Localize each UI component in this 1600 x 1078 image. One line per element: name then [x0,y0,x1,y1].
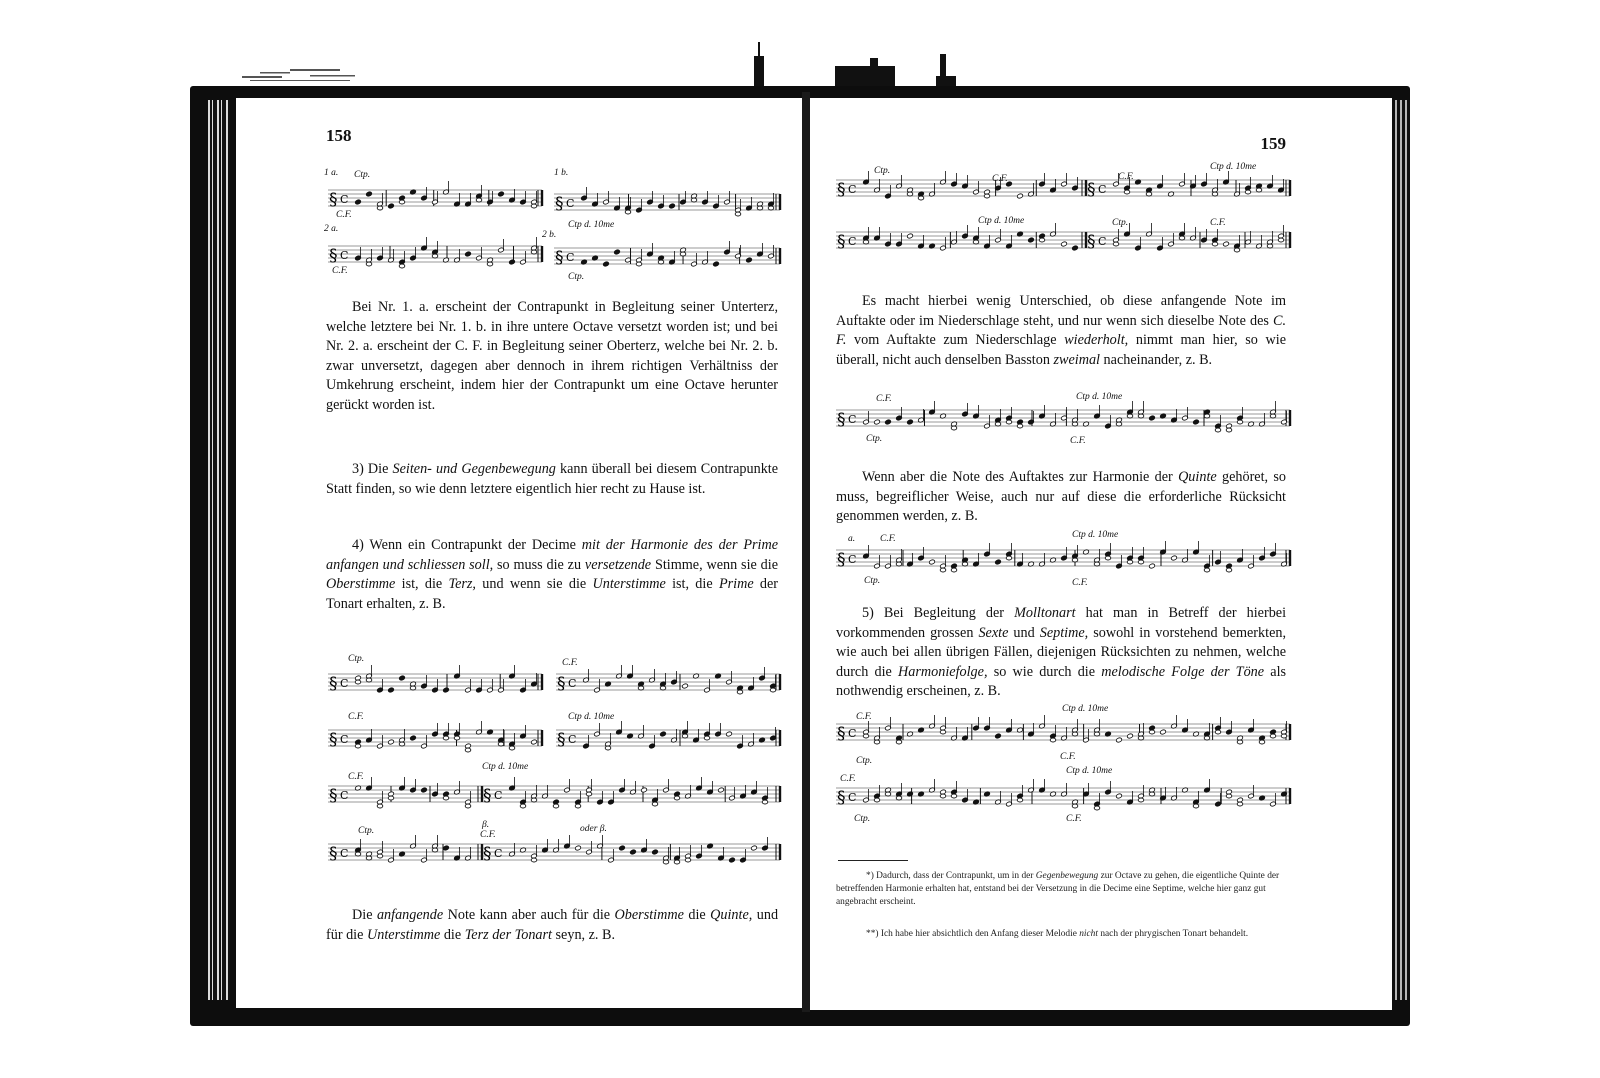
label-ctp: Ctp. [856,756,873,766]
note [652,802,658,806]
note [685,858,691,862]
note [1072,804,1078,808]
note [575,845,582,851]
note [1072,558,1078,562]
paragraph: Bei Nr. 1. a. erscheint der Contrapunkt in Begleitung seiner Unterterz, welche letztere bei Nr. 1. b. in ihre untere Octave versetzt worden ist; und bei Nr. 2. a. erscheint der C. F. in Begleitung seiner Oberterz, welche bei Nr. 2. b. zwar unversetzt, dagegen aber dennoch in ihrem richtigen Verhältniss der Umkehrung erscheint, indem hier der Contrapunkt um eine Octave herunter gerückt worden ist. [326,299,778,413]
note [885,419,892,425]
music-example-1 [810,98,1392,288]
note [751,845,758,851]
label-ctp: Ctp. [348,654,365,664]
note [531,858,537,862]
treble-clef: § [837,410,846,430]
label-ctp: Ctp. [864,576,881,586]
note [1179,236,1185,240]
note [1017,193,1024,199]
footnote-rule [838,860,908,861]
note [863,240,869,244]
note [1072,422,1078,426]
note [682,683,689,689]
note [531,204,537,208]
right-page [810,98,1392,1010]
label-cf: C.F. [332,266,348,276]
note [619,845,626,851]
note [355,744,361,748]
note [874,798,880,802]
label-ctp: Ctp. [568,272,585,282]
time-signature: C [848,183,857,196]
note [746,257,753,263]
label-ctp-10: Ctp d. 10me [568,712,615,722]
note [553,804,559,808]
note [1226,428,1232,432]
note [377,854,383,858]
note [907,419,914,425]
time-signature: C [1098,235,1107,248]
label-cf: C.F. [348,712,364,722]
treble-clef: § [555,248,564,268]
note [951,794,957,798]
treble-clef: § [329,730,338,750]
time-signature: C [494,789,503,802]
label-cf: C.F. [876,394,892,404]
note [388,739,395,745]
note [1039,238,1045,242]
note [1094,732,1100,736]
label-cf: C.F. [1066,814,1082,824]
note [951,426,957,430]
time-signature: C [340,847,349,860]
note [1237,802,1243,806]
treble-clef: § [837,724,846,744]
note [1256,188,1262,192]
label-ctp: Ctp. [354,170,371,180]
note [1212,192,1218,196]
note [498,191,505,197]
label-cf: C.F. [336,210,352,220]
note [1138,414,1144,418]
note [735,212,741,216]
note [718,787,725,793]
note [443,796,449,800]
note [874,740,880,744]
time-signature: C [566,197,575,210]
label-ctp-10: Ctp d. 10me [1066,766,1113,776]
note [674,860,680,864]
page-number: 158 [326,126,352,145]
note [757,206,763,210]
note [1006,420,1012,424]
note [377,206,383,210]
note [1223,241,1230,247]
note [366,678,372,682]
note [660,686,666,690]
left-page [236,98,802,1008]
time-signature: C [566,251,575,264]
paragraph: 4) Wenn ein Contrapunkt der Decime mit der Harmonie des der Prime anfangen und schliessen soll, so muss die zu versetzende Stimme, wenn sie die Oberstimme ist, die Terz, und wenn sie die Unterstimme ist, die Prime der Tonart erhalten, z. B. [326,537,779,612]
note [355,199,362,205]
note [575,804,581,808]
music-example-1 [236,98,802,298]
note [1226,794,1232,798]
label-ctp: Ctp. [1112,218,1129,228]
note [432,254,438,258]
note [1061,241,1068,247]
note [1113,242,1119,246]
note [388,203,395,209]
note [1116,737,1123,743]
note [1017,798,1023,802]
label-ctp-10: Ctp d. 10me [1076,392,1123,402]
note [1028,237,1035,243]
note [443,687,450,693]
time-signature: C [340,193,349,206]
treble-clef: § [1087,232,1096,252]
note [713,261,720,267]
note [1146,192,1152,196]
label-cf: C.F. [1210,218,1226,228]
treble-clef: § [557,674,566,694]
note [704,736,710,740]
note [1138,736,1144,740]
note [1116,422,1122,426]
label-a: a. [848,534,856,544]
note [929,559,936,565]
note [729,857,736,863]
treble-clef: § [329,674,338,694]
label-1b: 1 b. [554,168,569,178]
label-cf: C.F. [480,830,496,840]
treble-clef: § [837,180,846,200]
note [388,687,395,693]
note [1259,740,1265,744]
note [366,191,373,197]
time-signature: C [568,733,577,746]
note [1204,414,1210,418]
note [410,686,416,690]
note [770,688,776,692]
label-ctp-10: Ctp d. 10me [1072,530,1119,540]
note [674,796,680,800]
label-cf: C.F. [562,658,578,668]
paragraph: 3) Die Seiten- und Gegenbewegung kann überall bei diesem Contrapunkte Statt finden, so wie denn letztere eigentlich hier recht zu Hause ist. [326,461,779,497]
note [1215,428,1221,432]
note [1050,738,1056,742]
note [377,804,383,808]
label-ctp-10: Ctp d. 10me [1210,162,1257,172]
note [1094,806,1100,810]
note [726,731,733,737]
label-oder-beta: oder β. [580,824,607,834]
note [399,742,405,746]
note [951,568,957,572]
note [531,739,538,745]
note [1149,415,1156,421]
label-cf: C.F. [1072,578,1088,588]
note [1138,560,1144,564]
label-ctp: Ctp. [866,434,883,444]
note [896,740,902,744]
book-gutter [802,92,810,1012]
label-ctp: Ctp. [854,814,871,824]
treble-clef: § [329,844,338,864]
note [663,860,669,864]
note [614,249,621,255]
note [476,198,482,202]
note [995,733,1002,739]
scan-speckle [240,64,370,86]
note [625,210,631,214]
time-signature: C [340,249,349,262]
note [520,804,526,808]
note [355,680,361,684]
note [1094,562,1100,566]
note [636,262,642,266]
note [652,849,659,855]
note [1072,245,1079,251]
note [1212,242,1218,246]
note [1237,420,1243,424]
note [682,734,688,738]
note [443,736,449,740]
time-signature: C [494,847,503,860]
note [995,559,1002,565]
note [355,852,361,856]
note [366,856,372,860]
page-number: 159 [1260,134,1286,153]
note [737,690,743,694]
note [410,735,417,741]
note [638,686,644,690]
footnote: *) Dadurch, dass der Contrapunkt, um in der Gegenbewegung zur Octave zu gehen, die eigentliche Quinte der betreffenden Harmonie erhalten hat, entstand bei der Versetzung in die Decime eine Septime, welche hier ganz gut angebracht erscheint. [836,871,1280,907]
note [1017,424,1023,428]
note [1127,733,1134,739]
label-cf: C.F. [856,712,872,722]
note [487,262,493,266]
note [586,792,592,796]
time-signature: C [340,789,349,802]
treble-clef: § [329,246,338,266]
time-signature: C [848,413,857,426]
note [1149,792,1155,796]
note [1127,560,1133,564]
label-ctp: Ctp. [874,166,891,176]
label-cf: C.F. [840,774,856,784]
time-signature: C [848,553,857,566]
note [768,206,774,210]
label-2b: 2 b. [542,230,557,240]
label-cf: C.F. [880,534,896,544]
note [388,796,394,800]
treble-clef: § [555,194,564,214]
label-cf: C.F. [1070,436,1086,446]
note [896,796,902,800]
note [531,798,537,802]
page-edge-stack-left [208,100,230,1000]
treble-clef: § [483,844,492,864]
time-signature: C [848,727,857,740]
note [1127,414,1133,418]
note [1116,793,1123,799]
note [1124,190,1130,194]
note [1204,736,1210,740]
note [366,262,372,266]
note [1160,729,1167,735]
time-signature: C [340,733,349,746]
scan-binding-tabs [740,36,970,92]
note [762,800,768,804]
note [874,419,881,425]
label-cf: C.F. [348,772,364,782]
note [680,252,686,256]
note [630,849,637,855]
treble-clef: § [837,550,846,570]
note [669,203,676,209]
note [1149,730,1155,734]
note [1281,734,1287,738]
note [465,251,472,257]
label-cf: C.F. [992,174,1008,184]
note [1245,190,1251,194]
label-ctp-10: Ctp d. 10me [978,216,1025,226]
note [885,792,891,796]
note [984,194,990,198]
footnote: **) Ich habe hier absichtlich den Anfang dieser Melodie nicht nach der phrygischen Tonart behandelt. [866,929,1249,939]
note [918,196,924,200]
note [421,787,428,793]
note [940,730,946,734]
note [603,261,610,267]
note [1278,238,1284,242]
treble-clef: § [837,788,846,808]
label-beta: β. [482,820,490,830]
treble-clef: § [329,786,338,806]
note [940,794,946,798]
note [1226,568,1232,572]
treble-clef: § [483,786,492,806]
note [399,264,405,268]
note [399,200,405,204]
paragraph: Die anfangende Note kann aber auch für die Oberstimme die Quinte, und für die Unterstimme die Terz der Tonart seyn, z. B. [326,907,779,943]
note [863,734,869,738]
note [465,804,471,808]
note [1193,804,1199,808]
note [605,746,611,750]
label-1a: 1 a. [324,168,339,178]
note [973,240,979,244]
note [432,848,438,852]
note [1237,740,1243,744]
note [1270,734,1276,738]
time-signature: C [848,235,857,248]
label-2a: 2 a. [324,224,339,234]
note [509,746,515,750]
note [443,845,450,851]
page-edge-stack-right [1392,100,1410,1000]
note [1270,414,1276,418]
note [1149,563,1156,569]
time-signature: C [1098,183,1107,196]
note [1234,248,1240,252]
label-ctp-10: Ctp d. 10me [482,762,529,772]
paragraph: Wenn aber die Note des Auftaktes zur Harmonie der Quinte gehöret, so muss, begreiflicher Weise, auch nur auf diese die erforderliche Rücksicht genommen werden, z. B. [836,469,1287,525]
note [1215,730,1221,734]
treble-clef: § [837,232,846,252]
note [1193,419,1200,425]
note [641,787,648,793]
note [907,192,913,196]
note [1267,244,1273,248]
note [1105,556,1111,560]
note [962,562,968,566]
note [509,259,516,265]
note [896,562,902,566]
note [940,568,946,572]
label-ctp-10: Ctp d. 10me [568,220,615,230]
note [1072,732,1078,736]
note [399,675,406,681]
note [454,736,460,740]
note [498,742,504,746]
label-ctp: Ctp. [358,826,375,836]
note [1006,556,1012,560]
label-cf: C.F. [1118,172,1134,182]
note [658,260,664,264]
time-signature: C [848,791,857,804]
treble-clef: § [557,730,566,750]
paragraph: Es macht hierbei wenig Unterschied, ob diese anfangende Note im Auftakte oder im Niederschlage steht, und nur wenn sich dieselbe Note des C. F. vom Auftakte zum Niederschlage wiederholt, nimmt man hier, so wie überall, nicht auch denselben Basston zweimal nacheinander, z. B. [836,293,1286,368]
label-cf: C.F. [1060,752,1076,762]
note [465,748,471,752]
note [531,250,537,254]
treble-clef: § [329,190,338,210]
paragraph: 5) Bei Begleitung der Molltonart hat man in Betreff der hierbei vorkommenden grossen Sexte und Septime, sowohl in vorstehend bemerkten, wie auch bei allen übrigen Fällen, diejenigen Rücksichten zu nehmen, welche durch die Harmoniefolge, so wie durch die melodische Folge der Töne als nothwendig erscheinen, z. B. [836,605,1287,700]
note [1171,555,1178,561]
time-signature: C [340,677,349,690]
note [995,422,1001,426]
treble-clef: § [1087,180,1096,200]
note [1204,568,1210,572]
label-ctp-10: Ctp d. 10me [1062,704,1109,714]
note [1138,798,1144,802]
note [691,198,697,202]
note [907,233,914,239]
note [660,731,667,737]
time-signature: C [568,677,577,690]
